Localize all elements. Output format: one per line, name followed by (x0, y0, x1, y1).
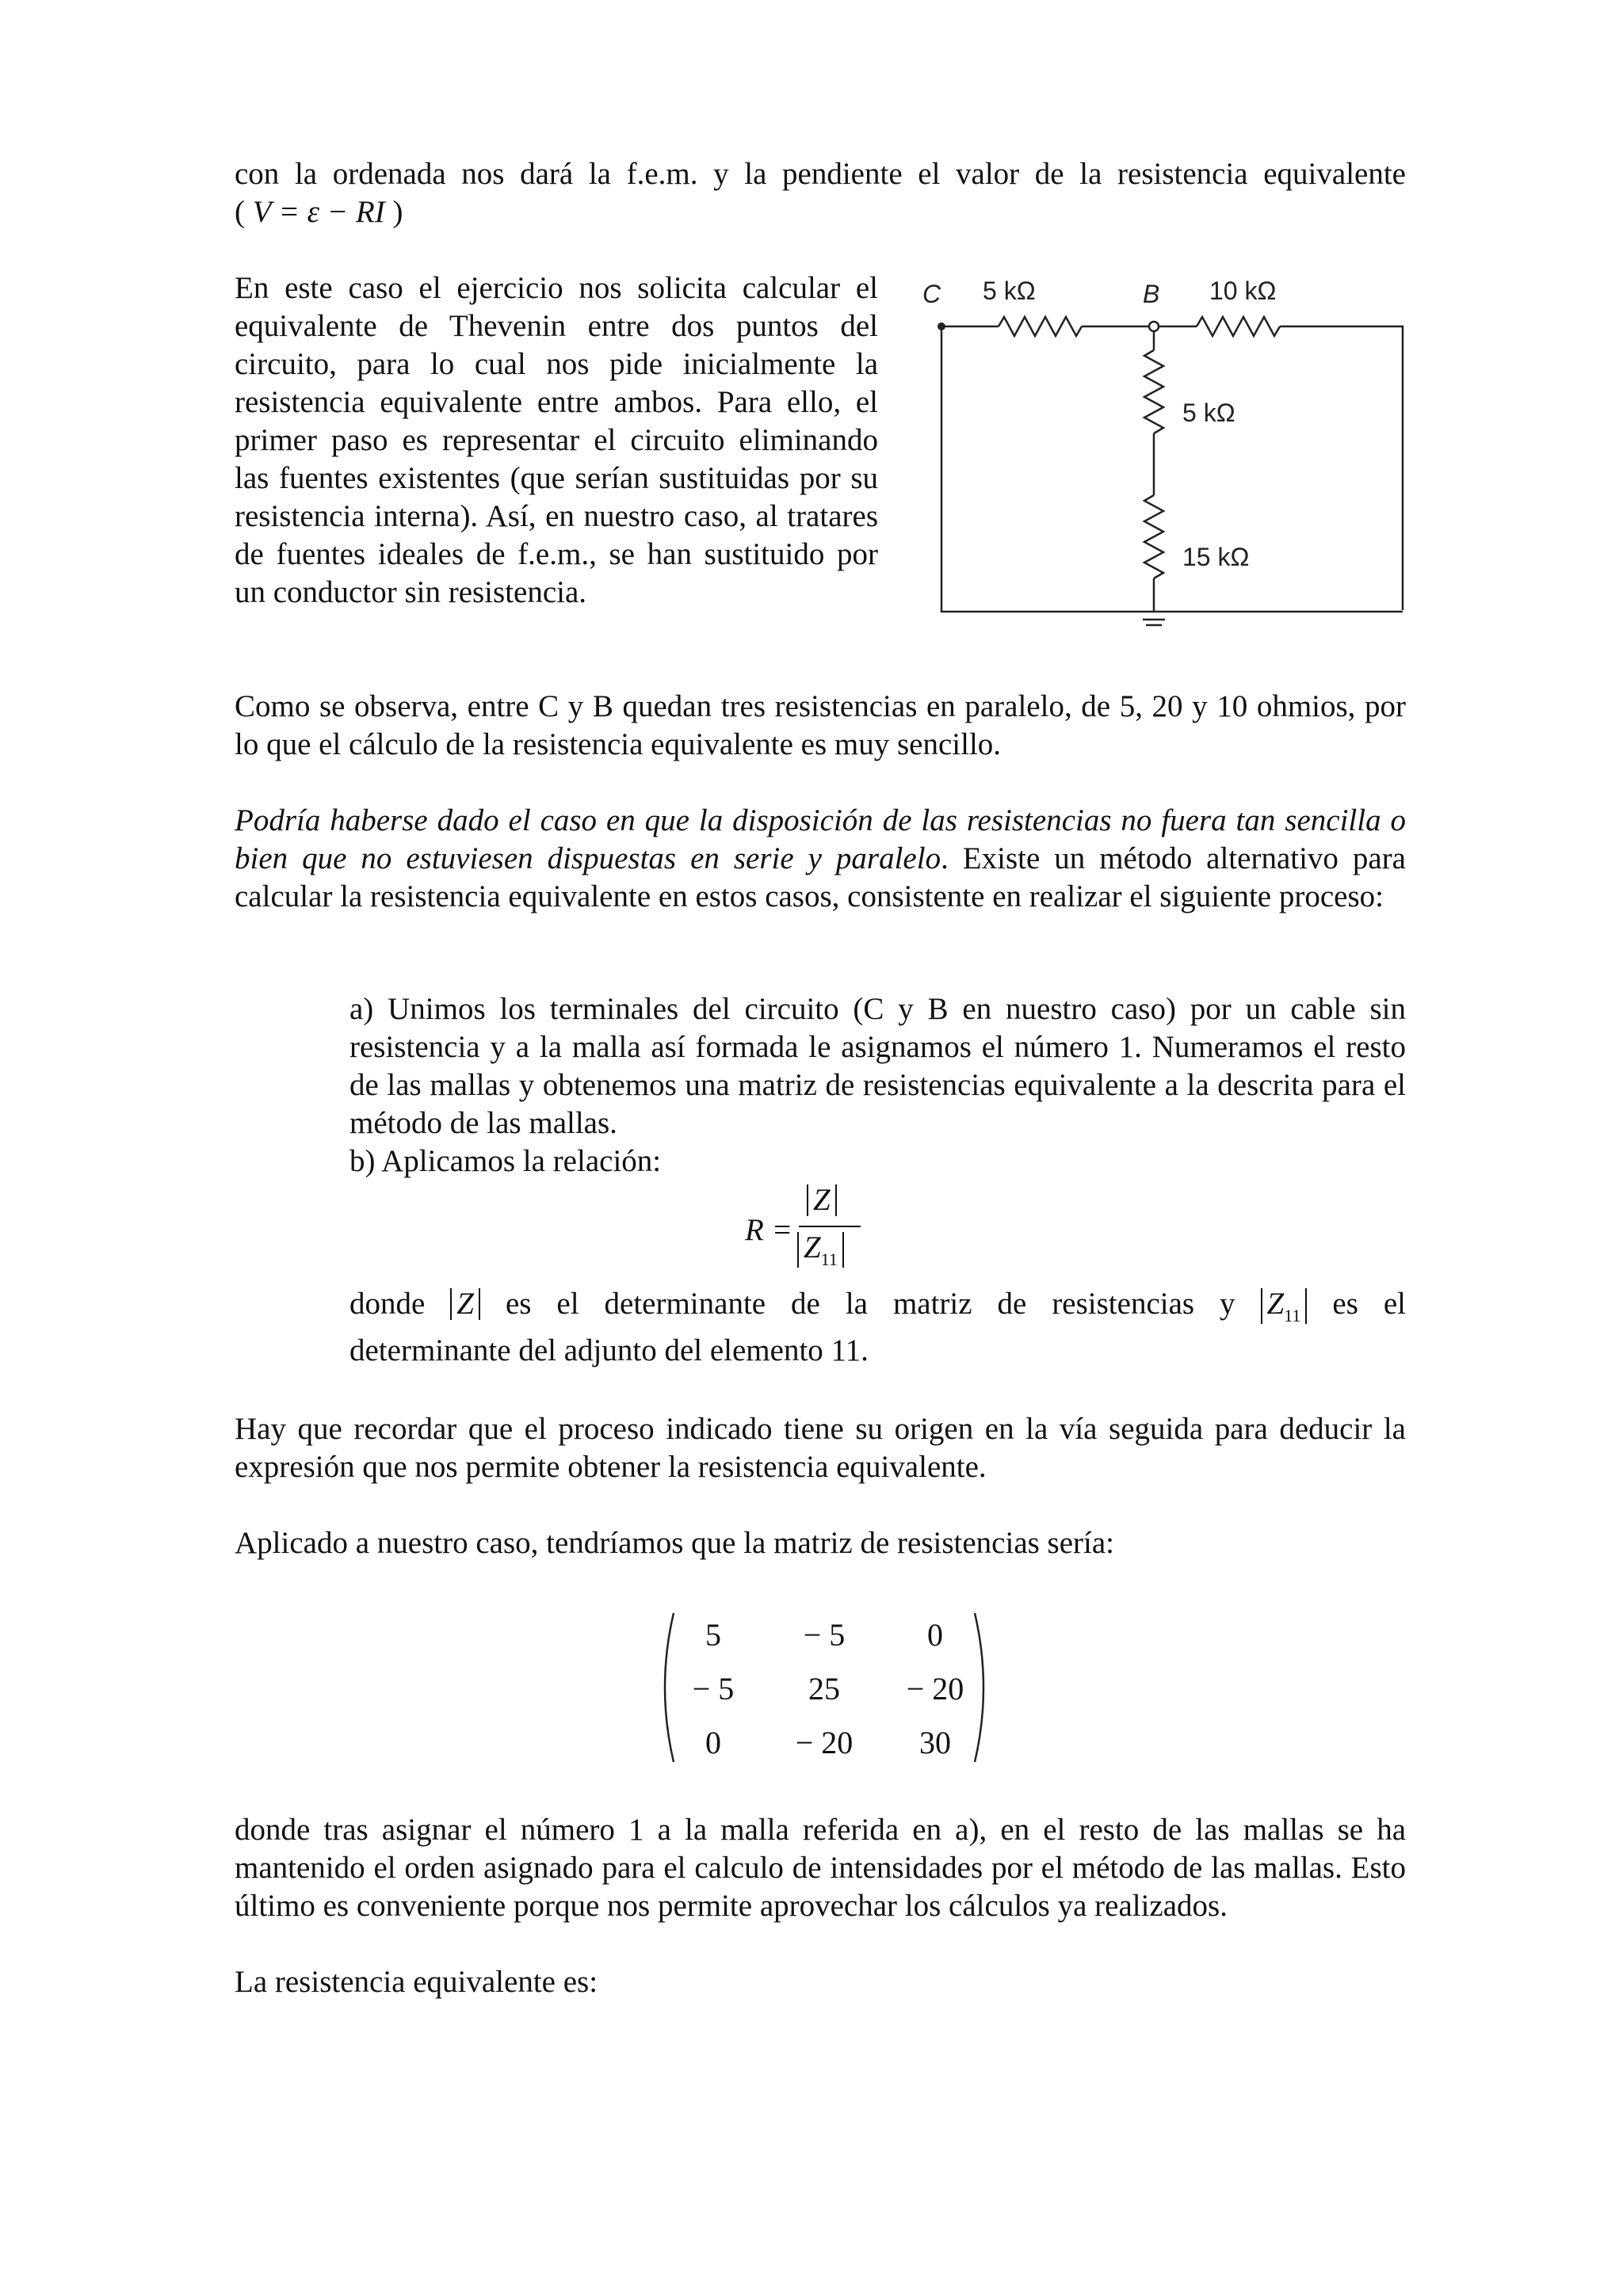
step-a: a) Unimos los terminales del circuito (C y B en nuestro caso) por un cable sin resistencia y a la malla así formada le asignamos el número 1. Numeramos el resto de las mallas y obtenemos una matriz de resistencias equivalente a la descrita para el método de las mallas. (349, 992, 1406, 1140)
paragraph-method (235, 802, 1406, 916)
resistor-mid-symbol (1144, 350, 1163, 433)
formula-lhs: R = (745, 1213, 792, 1247)
paragraph-thevenin: En este caso el ejercicio nos solicita calcular el equivalente de Thevenin entre dos puntos del circuito, para lo cual nos pide inicialmente la resistencia equivalente entre ambos. Para ello, el primer paso es representar el circuito eliminando las fuentes existentes (que serían sustituidas por su resistencia interna). Así, en nuestro caso, al tratares de fuentes ideales de f.e.m., se han sustituido por un conductor sin resistencia. (235, 271, 878, 609)
formula-den-z: Z (804, 1230, 821, 1264)
equation-v (235, 193, 1406, 231)
donde-line-1 (349, 1285, 1406, 1324)
paragraph-origin: Hay que recordar que el proceso indicado tiene su origen en la vía seguida para deducir la expresión que nos permite obtener la resistencia equivalente. (235, 1412, 1406, 1484)
fraction-bar (799, 1226, 861, 1227)
circuit-diagram (911, 261, 1419, 642)
inline-abs-z: Z (450, 1288, 480, 1320)
label-node-c: C (922, 280, 941, 308)
matrix-cell: 30 (919, 1725, 951, 1760)
donde-tail: es el (1332, 1287, 1406, 1321)
resistor-right-symbol (1197, 317, 1280, 336)
eq-open: ( (235, 195, 245, 229)
matrix-cell: 0 (705, 1725, 721, 1760)
resistor-cb-symbol (999, 317, 1082, 336)
matrix-cell: − 5 (692, 1671, 735, 1707)
matrix-cell: − 20 (906, 1671, 964, 1707)
label-r-mid: 5 kΩ (1182, 399, 1235, 427)
label-r-cb: 5 kΩ (983, 277, 1036, 305)
paragraph-intro-text: con la ordenada nos dará la f.e.m. y la pendiente el valor de la resistencia equivalente (235, 157, 1406, 191)
donde-word: donde (349, 1287, 426, 1321)
matrix-cell: 0 (927, 1617, 943, 1653)
eq-text: V = ε − RI (252, 195, 385, 229)
label-node-b: B (1143, 280, 1160, 308)
resistance-matrix (650, 1608, 999, 1767)
donde-text: es el determinante de la matriz de resistencias y (505, 1287, 1235, 1321)
node-b-terminal (1149, 322, 1159, 331)
matrix-cell: 5 (705, 1617, 721, 1653)
step-b: b) Aplicamos la relación: (349, 1144, 662, 1178)
inline-z11-z: Z (1266, 1287, 1285, 1321)
formula-den-sub: 11 (820, 1249, 838, 1269)
ground-icon (1143, 620, 1165, 625)
paragraph-method-italic: Podría haberse dado el caso en que la disposición de las resistencias no fuera tan sencilla o bien que no estuviesen dispuestas en serie y paralelo (235, 803, 1406, 875)
matrix-cell: − 20 (795, 1725, 854, 1760)
label-r-low: 15 kΩ (1182, 543, 1250, 571)
matrix-cell: 25 (808, 1671, 840, 1707)
donde-line-2: determinante del adjunto del elemento 11. (349, 1333, 869, 1367)
label-r-right: 10 kΩ (1209, 277, 1277, 305)
paragraph-intro (235, 155, 1406, 193)
matrix-cell: − 5 (803, 1617, 846, 1653)
wire-right (1280, 326, 1403, 610)
formula-numerator: Z (807, 1184, 837, 1216)
paragraph-method-rest: . Existe un método alternativo para calcular la resistencia equivalente en estos casos, consistente en realizar el siguiente proceso: (235, 841, 1406, 913)
resistor-low-symbol (1144, 495, 1163, 578)
inline-z11-sub: 11 (1284, 1306, 1301, 1325)
node-c-terminal (938, 322, 945, 330)
eq-close: ) (392, 195, 403, 229)
formula-denominator (797, 1232, 844, 1268)
paragraph-order: donde tras asignar el número 1 a la malla referida en a), en el resto de las mallas se ha mantenido el orden asignado para el calculo de intensidades por el método de las mallas. Esto último es conveniente porque nos permite aprovechar los cálculos ya realizados. (235, 1813, 1406, 1923)
paragraph-equivalent: La resistencia equivalente es: (235, 1965, 598, 1999)
wire-left-bottom (941, 326, 1403, 612)
paragraph-parallel: Como se observa, entre C y B quedan tres resistencias en paralelo, de 5, 20 y 10 ohmios, por lo que el cálculo de la resistencia equivalente es muy sencillo. (235, 689, 1406, 761)
inline-abs-z11 (1261, 1288, 1308, 1324)
paragraph-matrix-intro: Aplicado a nuestro caso, tendríamos que la matriz de resistencias sería: (235, 1526, 1115, 1560)
